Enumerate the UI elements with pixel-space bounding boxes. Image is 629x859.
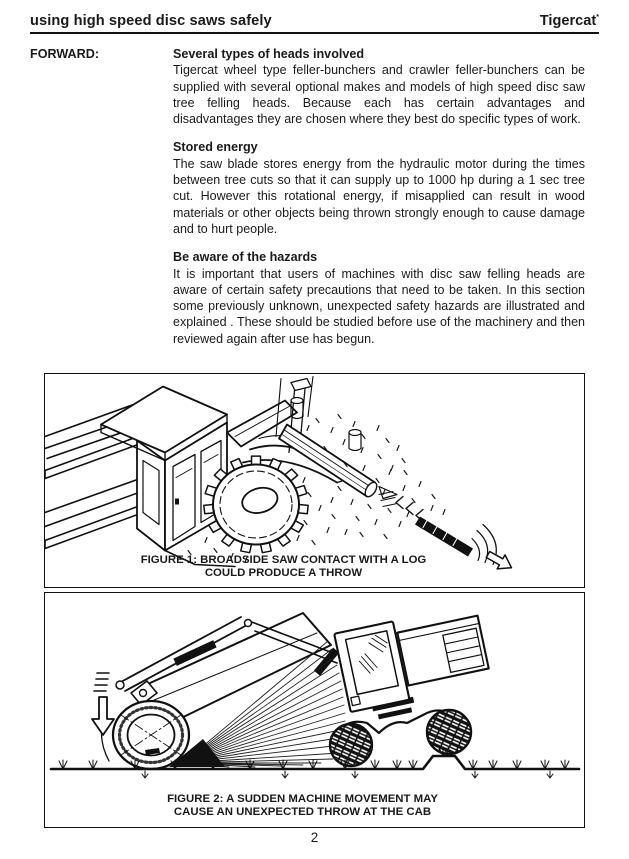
header-rule: [30, 32, 599, 34]
disc-saw: [204, 456, 308, 553]
page-title: using high speed disc saws safely: [30, 13, 272, 29]
section-heading: Stored energy: [173, 140, 258, 155]
section-heading: Be aware of the hazards: [173, 250, 318, 265]
page-number: 2: [310, 830, 319, 845]
section-stored-energy: [173, 139, 585, 237]
figure-2-box: [44, 592, 585, 828]
cab: [334, 604, 494, 725]
section-hazards: [173, 249, 585, 347]
cab: [101, 387, 227, 551]
figure-2-caption: FIGURE 2: A SUDDEN MACHINE MOVEMENT MAY CAUSE AN UNEXPECTED THROW AT THE CAB: [167, 792, 438, 819]
section-paragraph: It is important that users of machines with disc saw felling heads are aware of certain safety precautions that need to be taken. In this section some previously unknown, unexpected safety hazards are illustrated and explained . These should be studied before use of the machinery and then reviewed again after use has begun.: [173, 266, 585, 346]
page-header: [30, 13, 599, 29]
brand-logo: Tigercat*: [539, 13, 599, 29]
figure-1-box: [44, 373, 585, 588]
wheels: [330, 710, 471, 766]
sections-column: [173, 46, 585, 347]
section-heads-involved: [173, 46, 585, 127]
section-paragraph: Tigercat wheel type feller-bunchers and crawler feller-bunchers can be supplied with several optional makes and models of high speed disc saw tree felling heads. Because each has certain advantages and disadvantages they are chosen where they best do specific types of work.: [173, 63, 585, 127]
trademark-mark: *: [596, 14, 599, 22]
falling-motion-arrow: [92, 673, 114, 735]
section-heading: Several types of heads involved: [173, 47, 365, 61]
forward-label: FORWARD:: [30, 47, 100, 61]
figure-1-caption: FIGURE 1: BROADSIDE SAW CONTACT WITH A LOG COULD PRODUCE A THROW: [140, 553, 427, 580]
section-paragraph: The saw blade stores energy from the hydraulic motor during the times between tree cuts so that it can supply up to 1000 hp during a 1 sec tree cut. However this rotational energy, if misapplied can result in wood materials or other objects being thrown strongly enough to cause damage and to hurt people.: [173, 156, 585, 236]
body-content: [30, 46, 585, 347]
